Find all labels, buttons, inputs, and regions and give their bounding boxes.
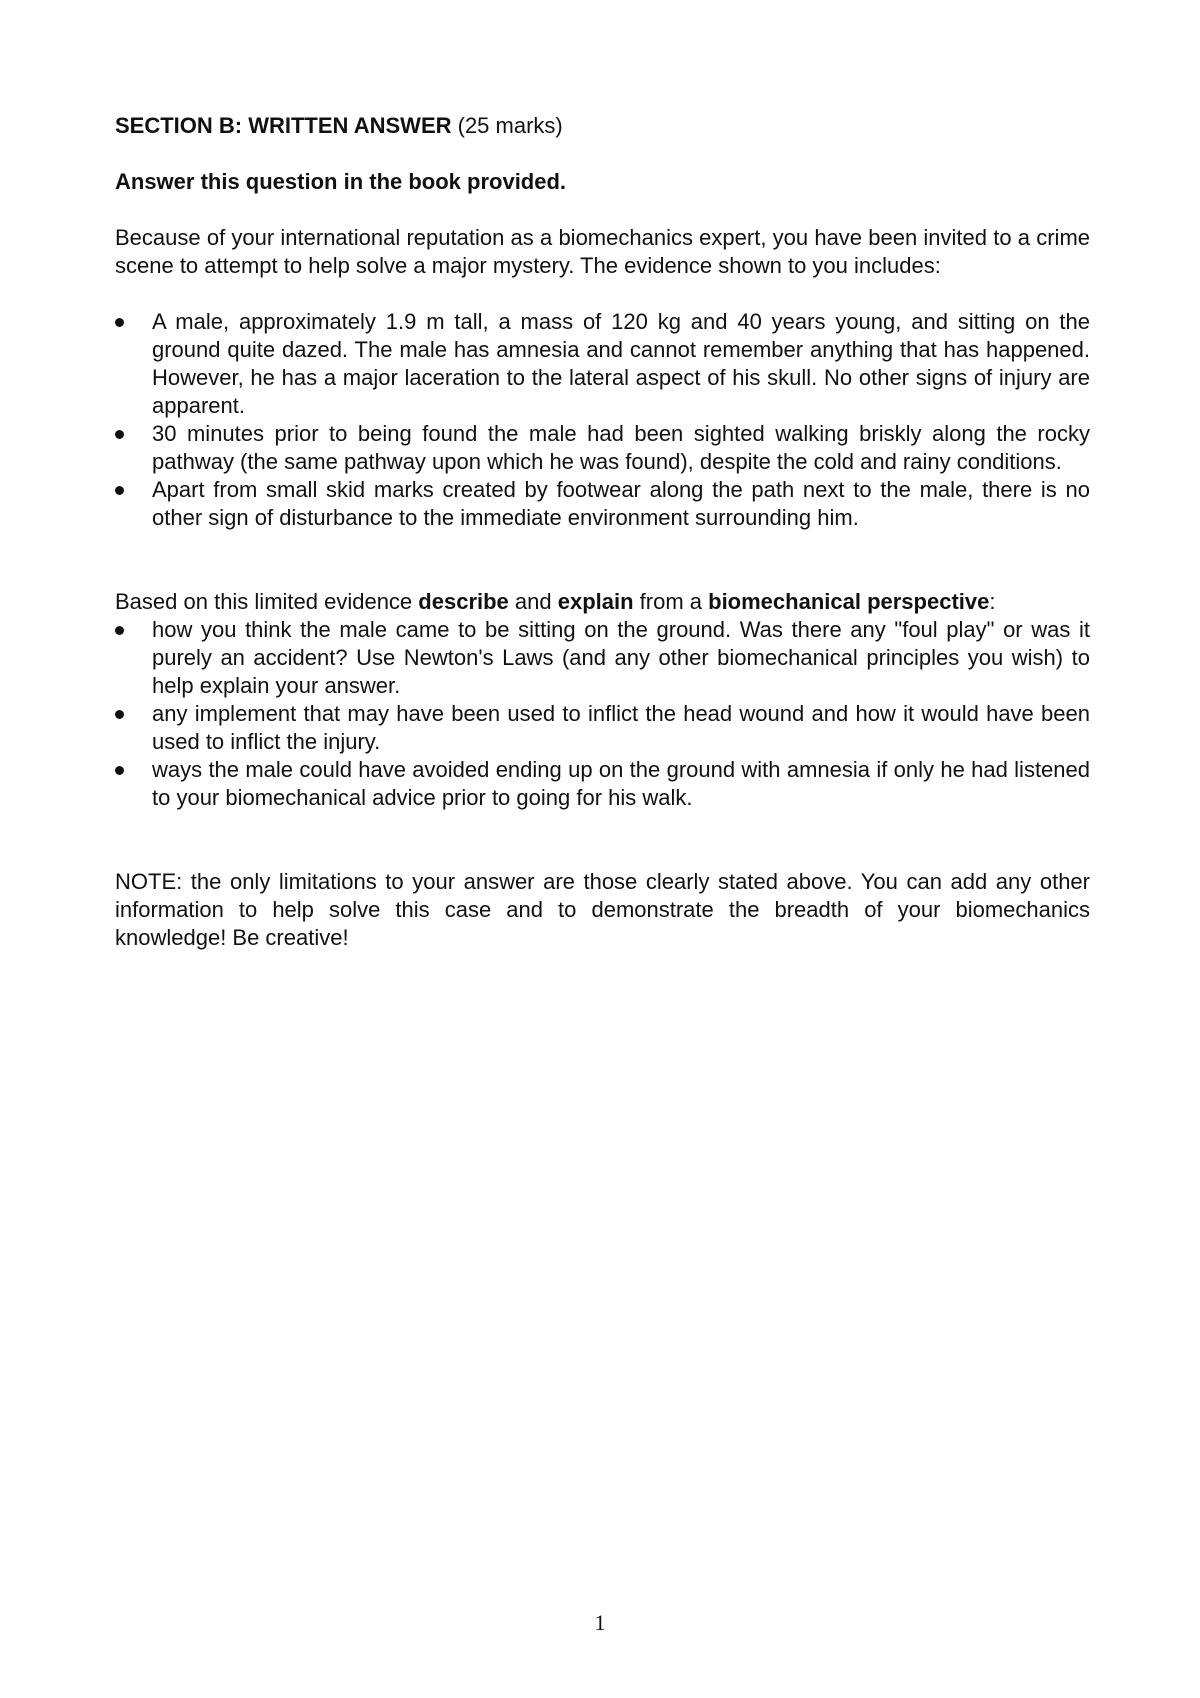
section-heading-bold: SECTION B: WRITTEN ANSWER [115, 113, 452, 138]
task-intro: Based on this limited evidence describe and explain from a biomechanical perspective: [115, 589, 996, 614]
list-item: ways the male could have avoided ending up on the ground with amnesia if only he had listened to your biomechanical advice prior to going for his walk. [115, 756, 1090, 812]
list-item: how you think the male came to be sitting on the ground. Was there any "foul play" or was it purely an accident? Use Newton's Laws (and any other biomechanical principles you wish) to help explain your answer. [115, 616, 1090, 700]
note-paragraph: NOTE: the only limitations to your answer are those clearly stated above. You can add any other information to help solve this case and to demonstrate the breadth of your biomechanics knowledge! Be creative! [115, 869, 1090, 950]
section-heading [115, 112, 1090, 140]
bullet-icon [115, 766, 124, 775]
bullet-icon [115, 710, 124, 719]
list-item: 30 minutes prior to being found the male had been sighted walking briskly along the rocky pathway (the same pathway upon which he was found), despite the cold and rainy conditions. [115, 420, 1090, 476]
bullet-icon [115, 318, 124, 327]
intro-paragraph: Because of your international reputation as a biomechanics expert, you have been invited to a crime scene to attempt to help solve a major mystery. The evidence shown to you includes: [115, 225, 1090, 278]
evidence-list [115, 308, 1090, 532]
bullet-icon [115, 486, 124, 495]
bullet-icon [115, 430, 124, 439]
section-heading-marks: (25 marks) [451, 113, 563, 138]
instruction-text: Answer this question in the book provided. [115, 169, 567, 194]
list-item: A male, approximately 1.9 m tall, a mass of 120 kg and 40 years young, and sitting on the ground quite dazed. The male has amnesia and cannot remember anything that has happened. However, he has a major laceration to the lateral aspect of his skull. No other signs of injury are apparent. [115, 308, 1090, 420]
task-list [115, 616, 1090, 812]
list-item: any implement that may have been used to inflict the head wound and how it would have been used to inflict the injury. [115, 700, 1090, 756]
bullet-icon [115, 626, 124, 635]
list-item: Apart from small skid marks created by footwear along the path next to the male, there is no other sign of disturbance to the immediate environment surrounding him. [115, 476, 1090, 532]
page-number: 1 [594, 1610, 606, 1635]
document-page [115, 112, 1090, 952]
